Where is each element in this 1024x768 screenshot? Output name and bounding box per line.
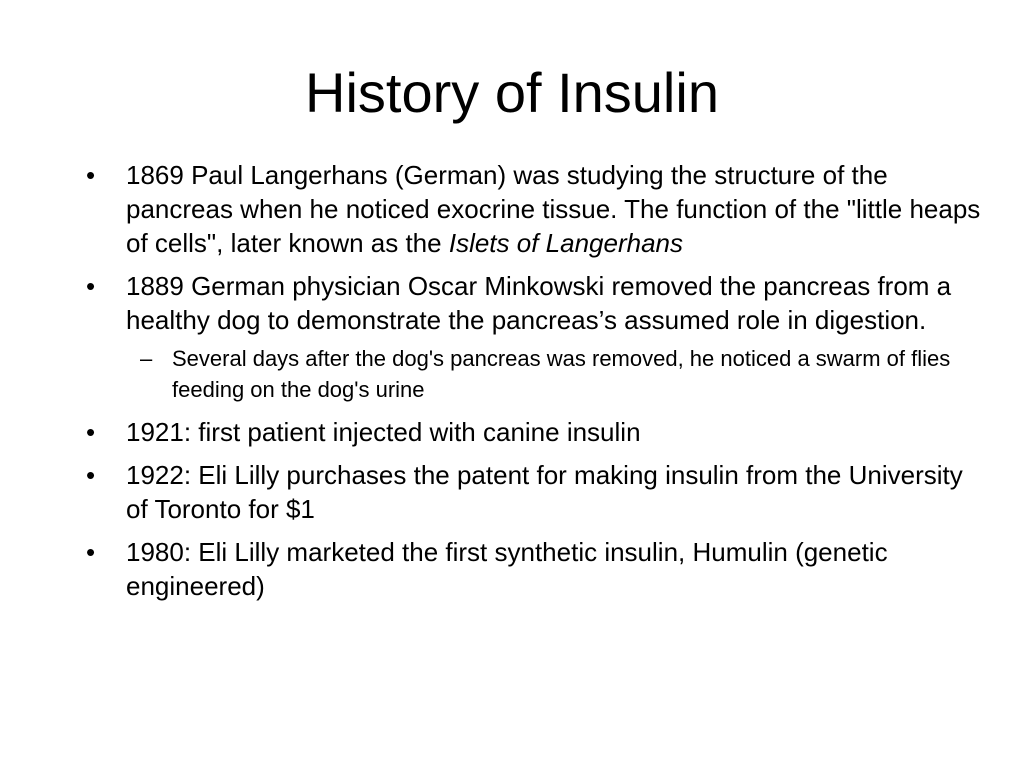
list-item <box>84 458 984 526</box>
list-item <box>84 269 984 337</box>
list-item <box>84 535 984 603</box>
bullet-text: 1889 German physician Oscar Minkowski removed the pancreas from a healthy dog to demonstrate the pancreas’s assumed role in digestion. <box>126 271 952 335</box>
bullet-marker: • <box>86 537 96 567</box>
bullet-marker: • <box>86 271 96 301</box>
list-item <box>84 158 984 260</box>
bullet-text: 1980: Eli Lilly marketed the first synthetic insulin, Humulin (genetic engineered) <box>126 537 888 601</box>
slide-title: History of Insulin <box>305 61 719 124</box>
bullet-text: 1921: first patient injected with canine insulin <box>126 417 641 447</box>
bullet-list <box>84 158 984 612</box>
sub-bullet-marker: – <box>140 346 153 371</box>
bullet-emphasis: Islets of Langerhans <box>448 228 683 258</box>
sub-list-item <box>84 343 984 405</box>
list-item <box>84 415 984 449</box>
bullet-marker: • <box>86 160 96 190</box>
sub-bullet-text: Several days after the dog's pancreas was removed, he noticed a swarm of flies feeding on the dog's urine <box>172 346 951 402</box>
bullet-marker: • <box>86 417 96 447</box>
bullet-text: 1869 Paul Langerhans (German) was studying the structure of the pancreas when he noticed exocrine tissue. The function of the "little heaps of cells", later known as the <box>126 160 981 258</box>
bullet-text: 1922: Eli Lilly purchases the patent for making insulin from the University of Toronto for $1 <box>126 460 963 524</box>
bullet-marker: • <box>86 460 96 490</box>
